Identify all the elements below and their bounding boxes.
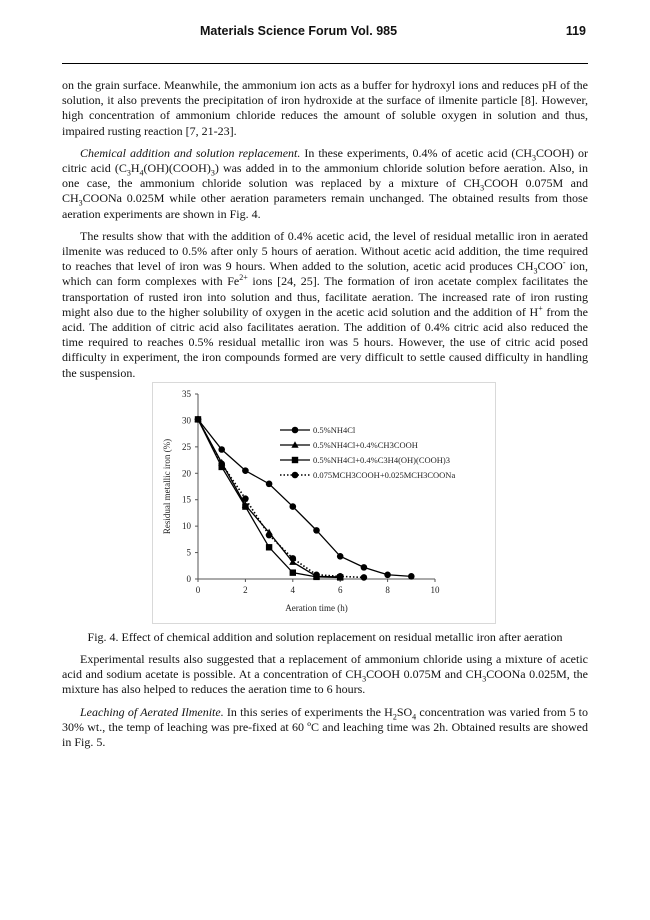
section-heading-chemical-addition: Chemical addition and solution replacement. [80,145,301,160]
page-number: 119 [565,24,586,38]
figure-4-chart [152,382,496,624]
paragraph-4: Experimental results also suggested that a replacement of ammonium chloride using a mixture of acetic acid and sodium acetate is possible. At a concentration of $CH_3COOH$ 0.075M and $CH_3COONa$ 0.025M, the mixture has also helped to reduces the aeration time to 6 hours. [62,652,588,697]
data-point [218,446,225,453]
chart-axes [182,389,440,595]
data-point [218,460,225,467]
running-header [62,22,588,42]
journal-title: Materials Science Forum Vol. 985 [200,24,398,38]
legend-marker [292,472,299,479]
paragraph-5: Leaching of Aerated Ilmenite. In this series of experiments the $H_2SO_4$ concentration was varied from 5 to 30% wt., the temp of leaching was pre-fixed at 60 ºC and leaching time was 2h. Obtained results are showed in Fig. 5. [62,704,589,750]
header-rule [62,63,588,64]
x-tick-label: 2 [243,585,248,595]
x-tick-label: 0 [195,585,201,595]
data-point [290,503,297,510]
body-text-lower [62,652,588,757]
data-point [361,564,368,571]
y-tick-label: 25 [182,441,191,452]
y-tick-label: 35 [182,389,191,399]
data-point [384,571,391,578]
data-point [361,574,368,581]
paragraph-2: Chemical addition and solution replacement. In these experiments, 0.4% of acetic acid $(CH_3COOH)$ or citric acid $(C_3H_4(OH)(COOH)_3)$ was added in to the ammonium chloride solution before aeration. Also, in one case, the ammonium chloride solution was replaced by a mixture of $CH_3COOH$ 0.075M and $CH_3COONa$ 0.025M while other aeration parameters remain unchanged. The obtained results from those aeration experiments are shown in Fig. 4. [62,145,588,221]
chart-legend [280,425,455,480]
y-axis-label: Residual metallic iron (%) [162,438,172,535]
legend-marker [292,427,299,434]
data-point [242,495,249,502]
x-tick-label: 6 [337,585,343,595]
y-tick-label: 10 [182,521,191,532]
y-tick-label: 5 [186,547,191,558]
data-point [242,467,249,474]
data-point [266,532,273,539]
data-point [290,555,297,562]
data-point [337,553,344,560]
x-tick-label: 4 [290,585,296,595]
paragraph-1: on the grain surface. Meanwhile, the ammonium ion acts as a buffer for hydroxyl ions and reduces pH of the solution, it also prevents the precipitation of iron hydroxide at the surface of ilmenite particle [8]. However, high concentration of ammonium chloride reduces the amount of soluble oxygen in solution and thus, impaired rusting reaction [7, 21-23]. [62,78,588,138]
x-tick-label: 8 [385,585,390,595]
paragraph-3: The results show that with the addition of 0.4% acetic acid, the level of residual metallic iron in aerated ilmenite was reduced to 0.5% after only 5 hours of aeration. Without acetic acid addition, the time required to reaches that level of iron was 9 hours. When added to the solution, acetic acid produces $CH_3COO^-$ ion, which can form complexes with $Fe^{2+}$ ions [24, 25]. The formation of iron acetate complex facilitates the transportation of rusted iron into solution and thus, facilitate aeration. The increased rate of iron rusting might also due to the higher solubility of oxygen in the acetic acid solution and the addition of H+ from the acid. The addition of citric acid also facilitates aeration. The addition of 0.4% citric acid also reduced the time required to reaches 0.5% residual metallic iron was 5 hours. However, the use of citric acid posed difficulty in experiment, the iron compounds formed are very difficult to settle caused difficulty in handling the suspension. [62,228,588,380]
data-point [242,503,248,509]
legend-label: 0.5%NH4Cl+0.4%CH3COOH [313,440,418,450]
y-tick-label: 20 [182,468,191,479]
legend-label: 0.5%NH4Cl+0.4%C3H4(OH)(COOH)3 [313,455,451,465]
legend-marker [292,457,298,463]
section-heading-leaching: Leaching of Aerated Ilmenite. [80,704,224,719]
y-tick-label: 30 [182,415,191,426]
x-axis-label: Aeration time (h) [285,603,348,613]
data-point [313,571,320,578]
body-text-upper [62,78,588,388]
legend-label: 0.075MCH3COOH+0.025MCH3COONa [313,470,456,480]
data-point [313,527,320,534]
y-tick-label: 0 [186,574,191,584]
data-point [337,573,344,580]
chart-svg [153,383,495,623]
data-point [195,416,202,423]
data-point [266,481,273,488]
data-point [290,569,296,575]
y-tick-label: 15 [182,494,191,505]
legend-label: 0.5%NH4Cl [313,425,356,435]
data-point [266,544,272,550]
data-point [408,573,415,580]
figure-caption: Fig. 4. Effect of chemical addition and solution replacement on residual metallic iron after aeration [87,630,563,644]
x-tick-label: 10 [430,585,440,595]
